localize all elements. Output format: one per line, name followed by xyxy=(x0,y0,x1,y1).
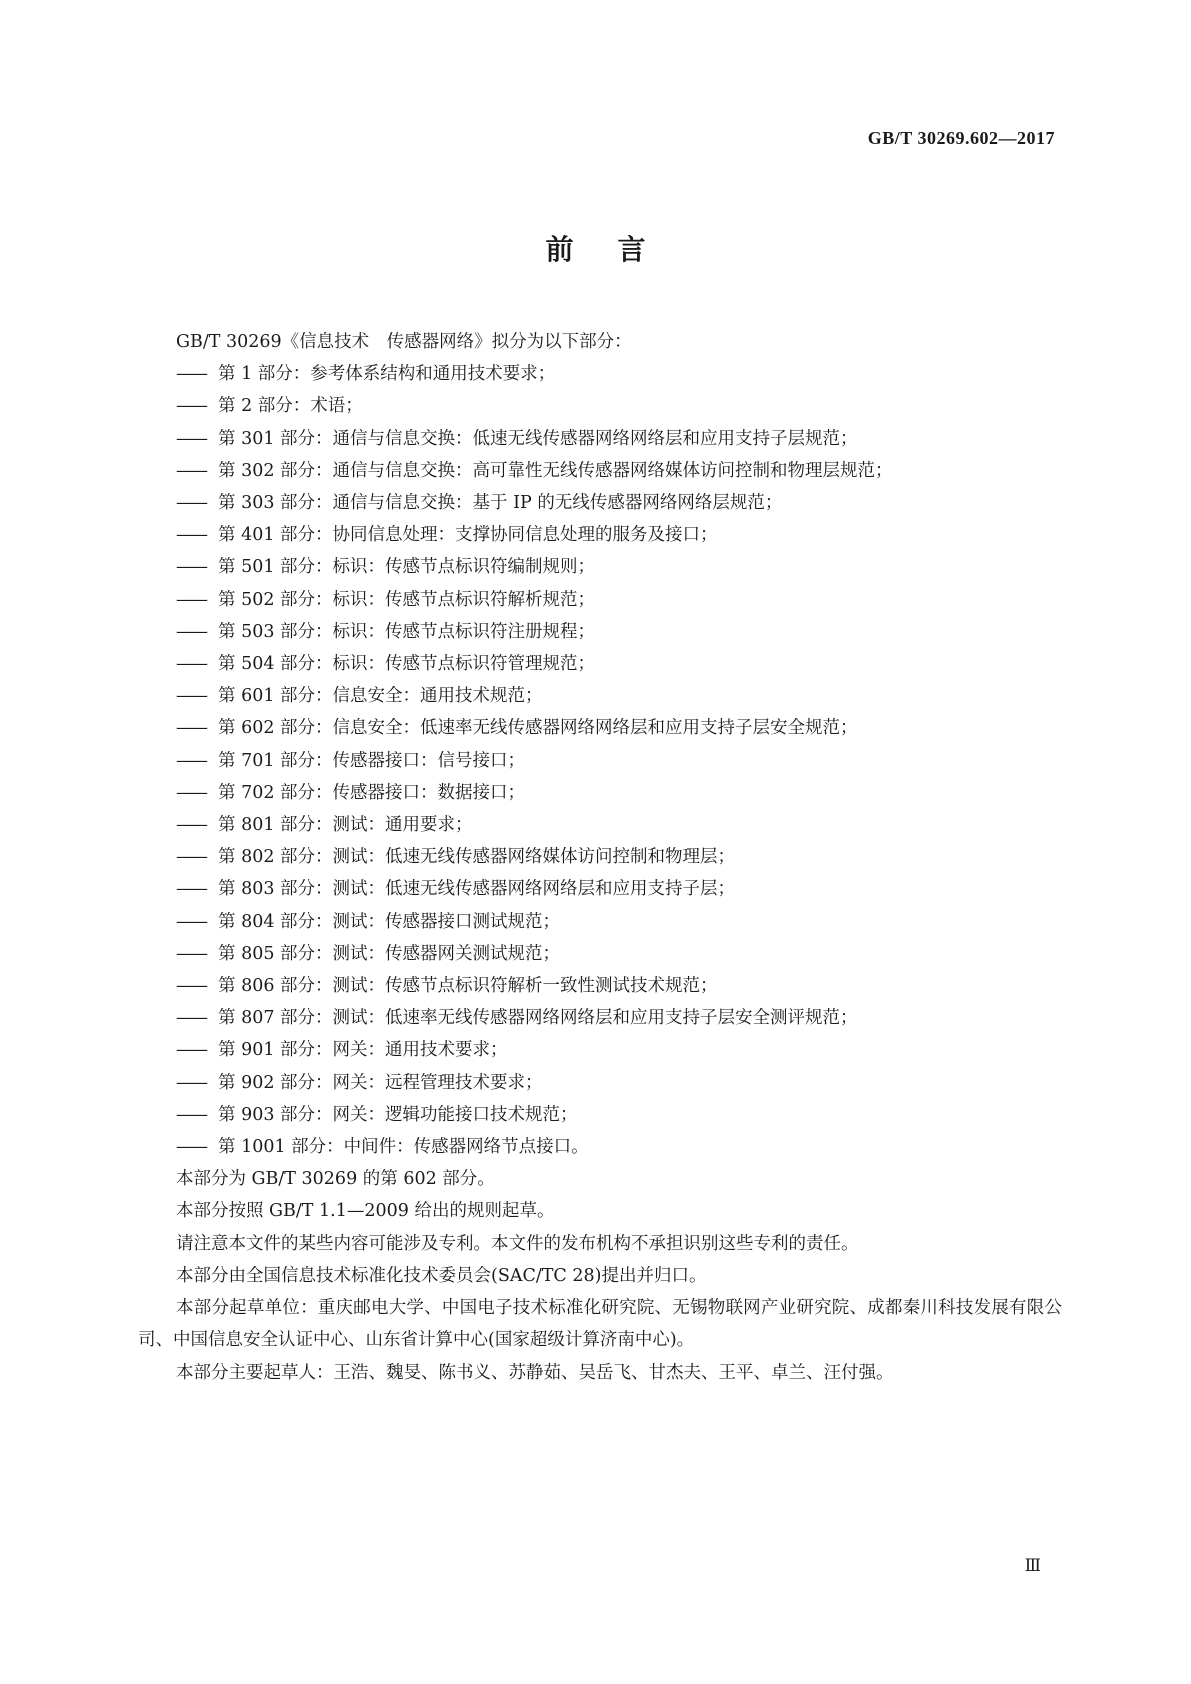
list-item: —— 第 902 部分：网关：远程管理技术要求； xyxy=(176,1067,1062,1099)
proposed-by-paragraph: 本部分由全国信息技术标准化技术委员会(SAC/TC 28)提出并归口。 xyxy=(176,1265,707,1286)
dash: —— xyxy=(176,557,205,578)
dash: —— xyxy=(176,621,205,642)
list-item: —— 第 502 部分：标识：传感节点标识符解析规范； xyxy=(176,584,1062,616)
dash: —— xyxy=(176,460,205,481)
drafters-paragraph: 本部分主要起草人：王浩、魏旻、陈书义、苏静茹、吴岳飞、甘杰夫、王平、卓兰、汪付强。 xyxy=(176,1362,894,1383)
list-item: —— 第 805 部分：测试：传感器网关测试规范； xyxy=(176,938,1062,970)
dash: —— xyxy=(176,911,205,932)
list-item: —— 第 501 部分：标识：传感节点标识符编制规则； xyxy=(176,551,1062,583)
drafting-rules-paragraph: 本部分按照 GB/T 1.1—2009 给出的规则起草。 xyxy=(176,1201,555,1222)
dash: —— xyxy=(176,1040,205,1061)
dash: —— xyxy=(176,525,205,546)
list-item: —— 第 2 部分：术语； xyxy=(176,390,1062,422)
list-item: —— 第 801 部分：测试：通用要求； xyxy=(176,809,1062,841)
patent-notice-paragraph: 请注意本文件的某些内容可能涉及专利。本文件的发布机构不承担识别这些专利的责任。 xyxy=(176,1233,859,1254)
page-number: Ⅲ xyxy=(1024,1556,1041,1575)
list-item: —— 第 504 部分：标识：传感节点标识符管理规范； xyxy=(176,648,1062,680)
dash: —— xyxy=(176,976,205,997)
list-item: —— 第 804 部分：测试：传感器接口测试规范； xyxy=(176,906,1062,938)
list-item: —— 第 1001 部分：中间件：传感器网络节点接口。 xyxy=(176,1131,1062,1163)
dash: —— xyxy=(176,750,205,771)
dash: —— xyxy=(176,815,205,836)
list-item: —— 第 903 部分：网关：逻辑功能接口技术规范； xyxy=(176,1099,1062,1131)
list-item: —— 第 701 部分：传感器接口：信号接口； xyxy=(176,745,1062,777)
list-item: —— 第 807 部分：测试：低速率无线传感器网络网络层和应用支持子层安全测评规范； xyxy=(176,1002,1062,1034)
dash: —— xyxy=(176,396,205,417)
list-item: —— 第 601 部分：信息安全：通用技术规范； xyxy=(176,680,1062,712)
list-item: —— 第 1 部分：参考体系结构和通用技术要求； xyxy=(176,358,1062,390)
list-item: —— 第 401 部分：协同信息处理：支撑协同信息处理的服务及接口； xyxy=(176,519,1062,551)
part-of-paragraph: 本部分为 GB/T 30269 的第 602 部分。 xyxy=(176,1169,495,1190)
intro-paragraph: GB/T 30269《信息技术 传感器网络》拟分为以下部分： xyxy=(176,332,632,352)
dash: —— xyxy=(176,493,205,514)
drafting-units-paragraph: 本部分起草单位：重庆邮电大学、中国电子技术标准化研究院、无锡物联网产业研究院、成都秦川科技发展有限公司、中国信息安全认证中心、山东省计算中心(国家超级计算济南中心)。 xyxy=(138,1298,1062,1351)
list-item: —— 第 702 部分：传感器接口：数据接口； xyxy=(176,777,1062,809)
dash: —— xyxy=(176,428,205,449)
list-item: —— 第 802 部分：测试：低速无线传感器网络媒体访问控制和物理层； xyxy=(176,841,1062,873)
list-item: —— 第 602 部分：信息安全：低速率无线传感器网络网络层和应用支持子层安全规范； xyxy=(176,712,1062,744)
dash: —— xyxy=(176,718,205,739)
dash: —— xyxy=(176,589,205,610)
dash: —— xyxy=(176,1137,205,1158)
dash: —— xyxy=(176,686,205,707)
list-item: —— 第 302 部分：通信与信息交换：高可靠性无线传感器网络媒体访问控制和物理层规范； xyxy=(176,455,1062,487)
dash: —— xyxy=(176,847,205,868)
parts-list xyxy=(176,358,1062,1163)
list-item: —— 第 503 部分：标识：传感节点标识符注册规程； xyxy=(176,616,1062,648)
dash: —— xyxy=(176,782,205,803)
dash: —— xyxy=(176,1008,205,1029)
dash: —— xyxy=(176,1072,205,1093)
list-item: —— 第 303 部分：通信与信息交换：基于 IP 的无线传感器网络网络层规范； xyxy=(176,487,1062,519)
dash: —— xyxy=(176,364,205,385)
foreword-body xyxy=(138,326,1062,1389)
list-item: —— 第 806 部分：测试：传感节点标识符解析一致性测试技术规范； xyxy=(176,970,1062,1002)
dash: —— xyxy=(176,1104,205,1125)
dash: —— xyxy=(176,943,205,964)
list-item: —— 第 803 部分：测试：低速无线传感器网络网络层和应用支持子层； xyxy=(176,873,1062,905)
dash: —— xyxy=(176,879,205,900)
standard-code: GB/T 30269.602—2017 xyxy=(867,128,1055,148)
page-title: 前言 xyxy=(545,233,690,266)
dash: —— xyxy=(176,654,205,675)
list-item: —— 第 901 部分：网关：通用技术要求； xyxy=(176,1034,1062,1066)
list-item: —— 第 301 部分：通信与信息交换：低速无线传感器网络网络层和应用支持子层规范； xyxy=(176,423,1062,455)
